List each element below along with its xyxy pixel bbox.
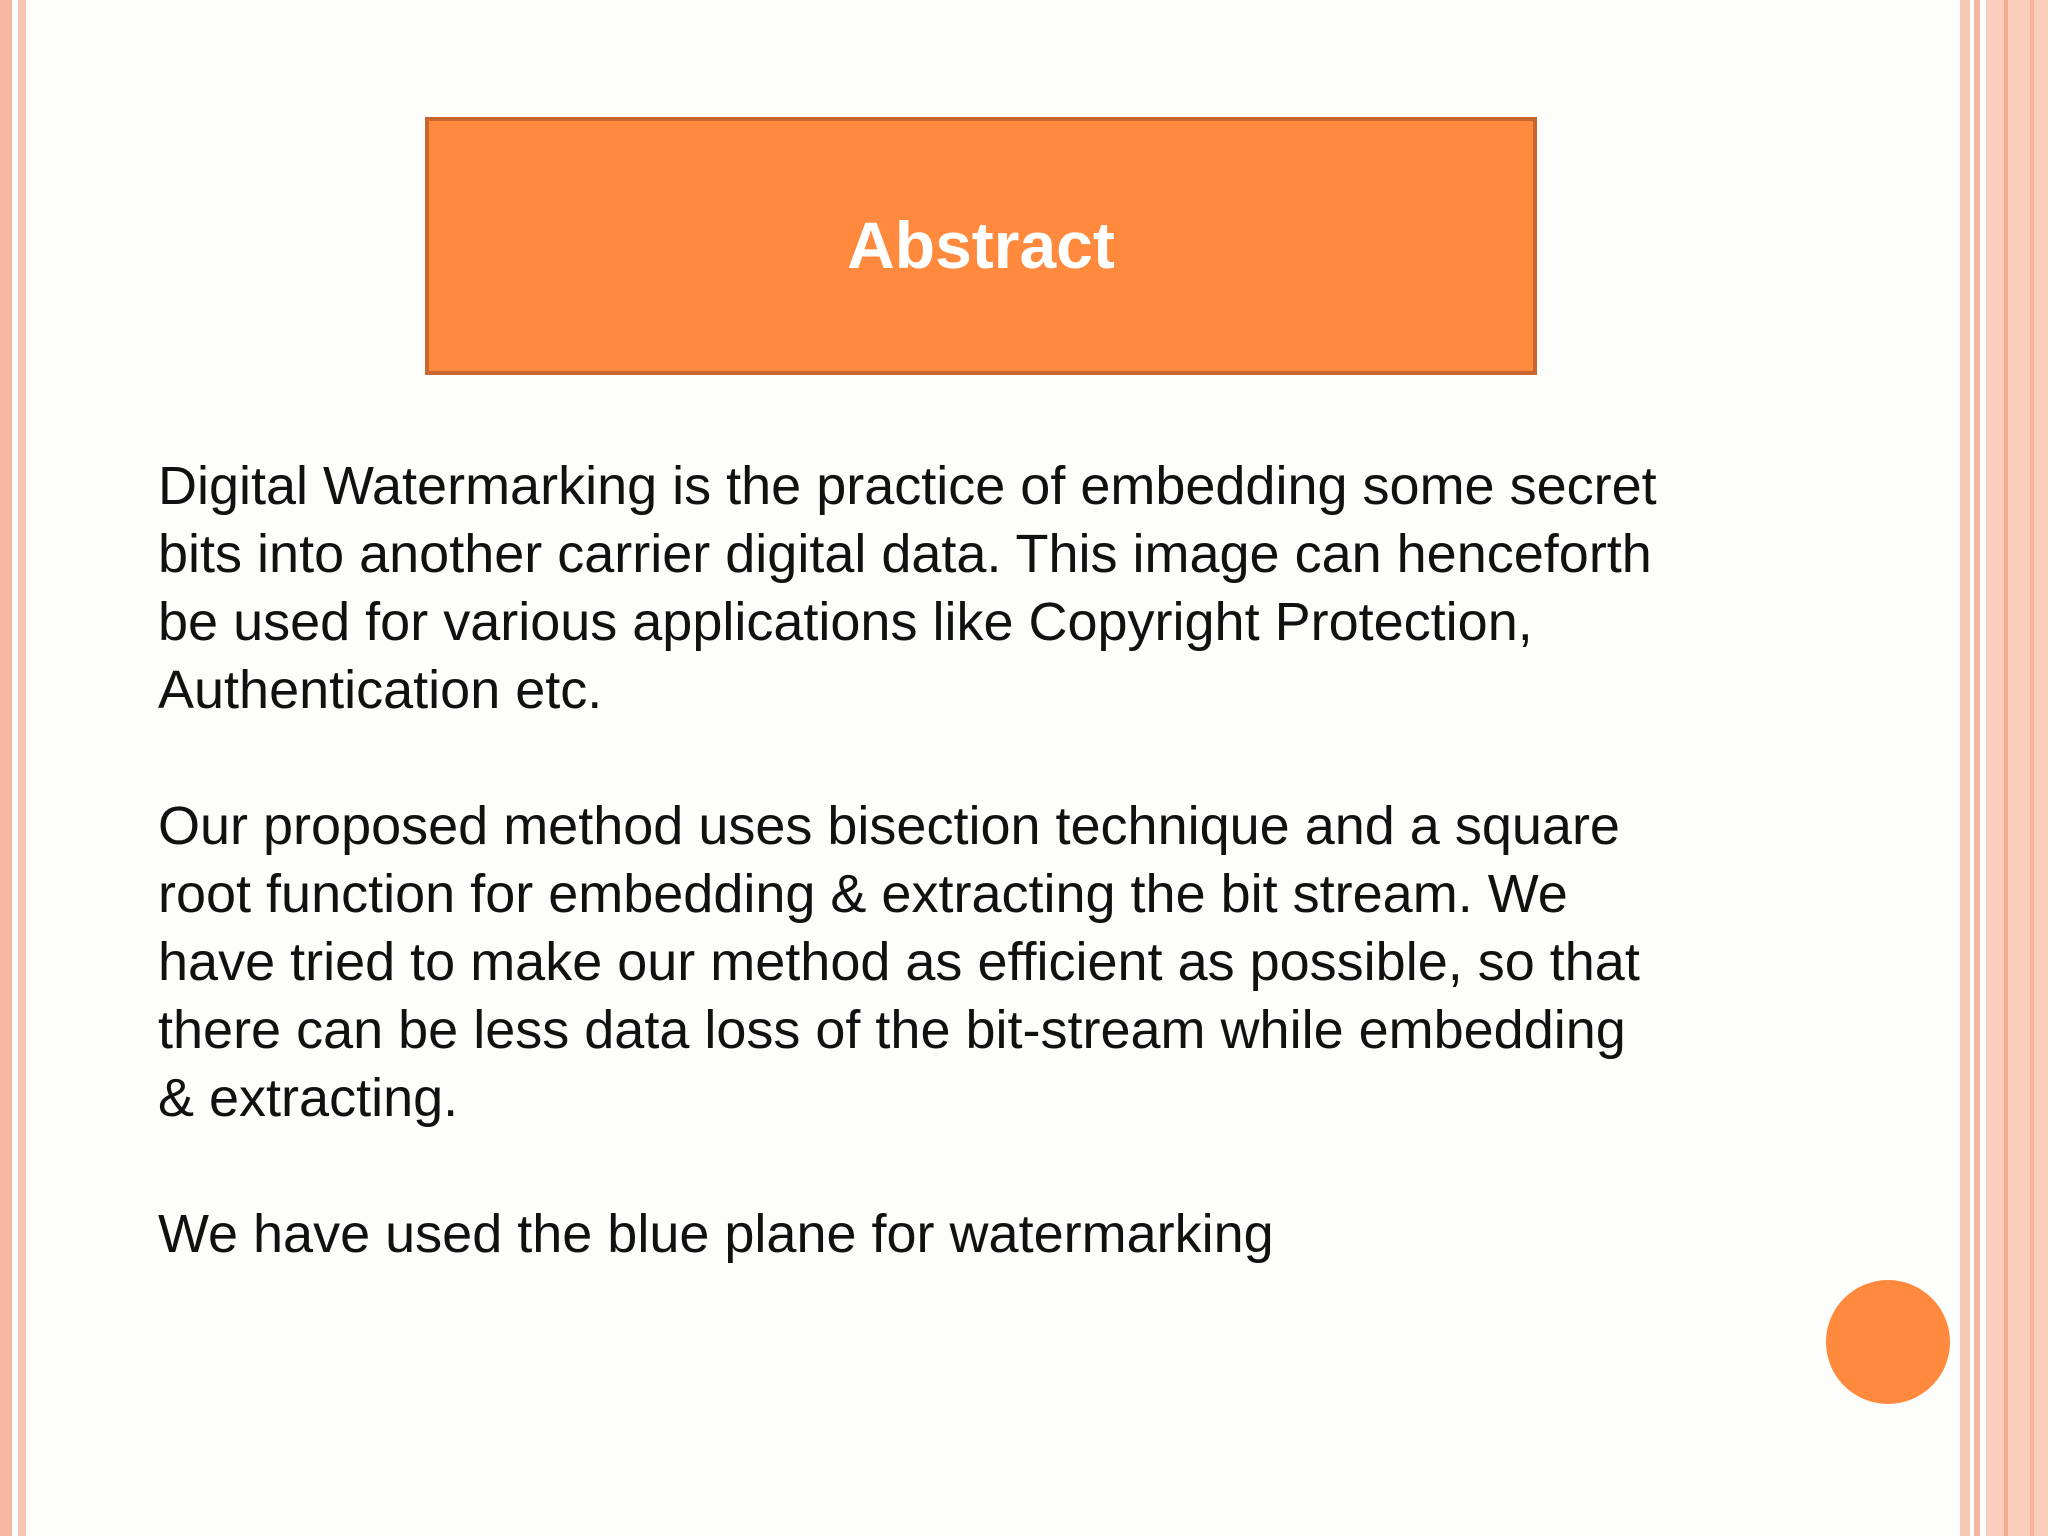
text-line: have tried to make our method as efficient as possible, so that [158, 932, 1640, 992]
right-border-band-line-outer [2030, 0, 2034, 1536]
abstract-body [158, 452, 1798, 1268]
decorative-circle [1826, 1280, 1950, 1404]
text-line: Digital Watermarking is the practice of embedding some secret [158, 456, 1657, 516]
text-line: root function for embedding & extracting the bit stream. We [158, 864, 1568, 924]
right-border-band [1986, 0, 2048, 1536]
text-line: Authentication etc. [158, 660, 603, 720]
slide-title: Abstract [847, 208, 1115, 282]
left-border-stripe [0, 0, 12, 1536]
paragraph-definition [158, 452, 1798, 724]
left-border-stripe-inner [18, 0, 26, 1536]
text-line: & extracting. [158, 1068, 459, 1128]
right-border-stripe-line [1974, 0, 1980, 1536]
text-line: there can be less data loss of the bit-stream while embedding [158, 1000, 1626, 1060]
text-line: be used for various applications like Copyright Protection, [158, 592, 1533, 652]
title-box [425, 117, 1537, 375]
right-border-stripe [1960, 0, 1970, 1536]
text-line: We have used the blue plane for watermarking [158, 1204, 1274, 1264]
text-line: Our proposed method uses bisection technique and a square [158, 796, 1620, 856]
paragraph-blue-plane [158, 1200, 1798, 1268]
text-line: bits into another carrier digital data. This image can henceforth [158, 524, 1652, 584]
paragraph-method [158, 792, 1798, 1132]
right-border-band-line [2004, 0, 2008, 1536]
